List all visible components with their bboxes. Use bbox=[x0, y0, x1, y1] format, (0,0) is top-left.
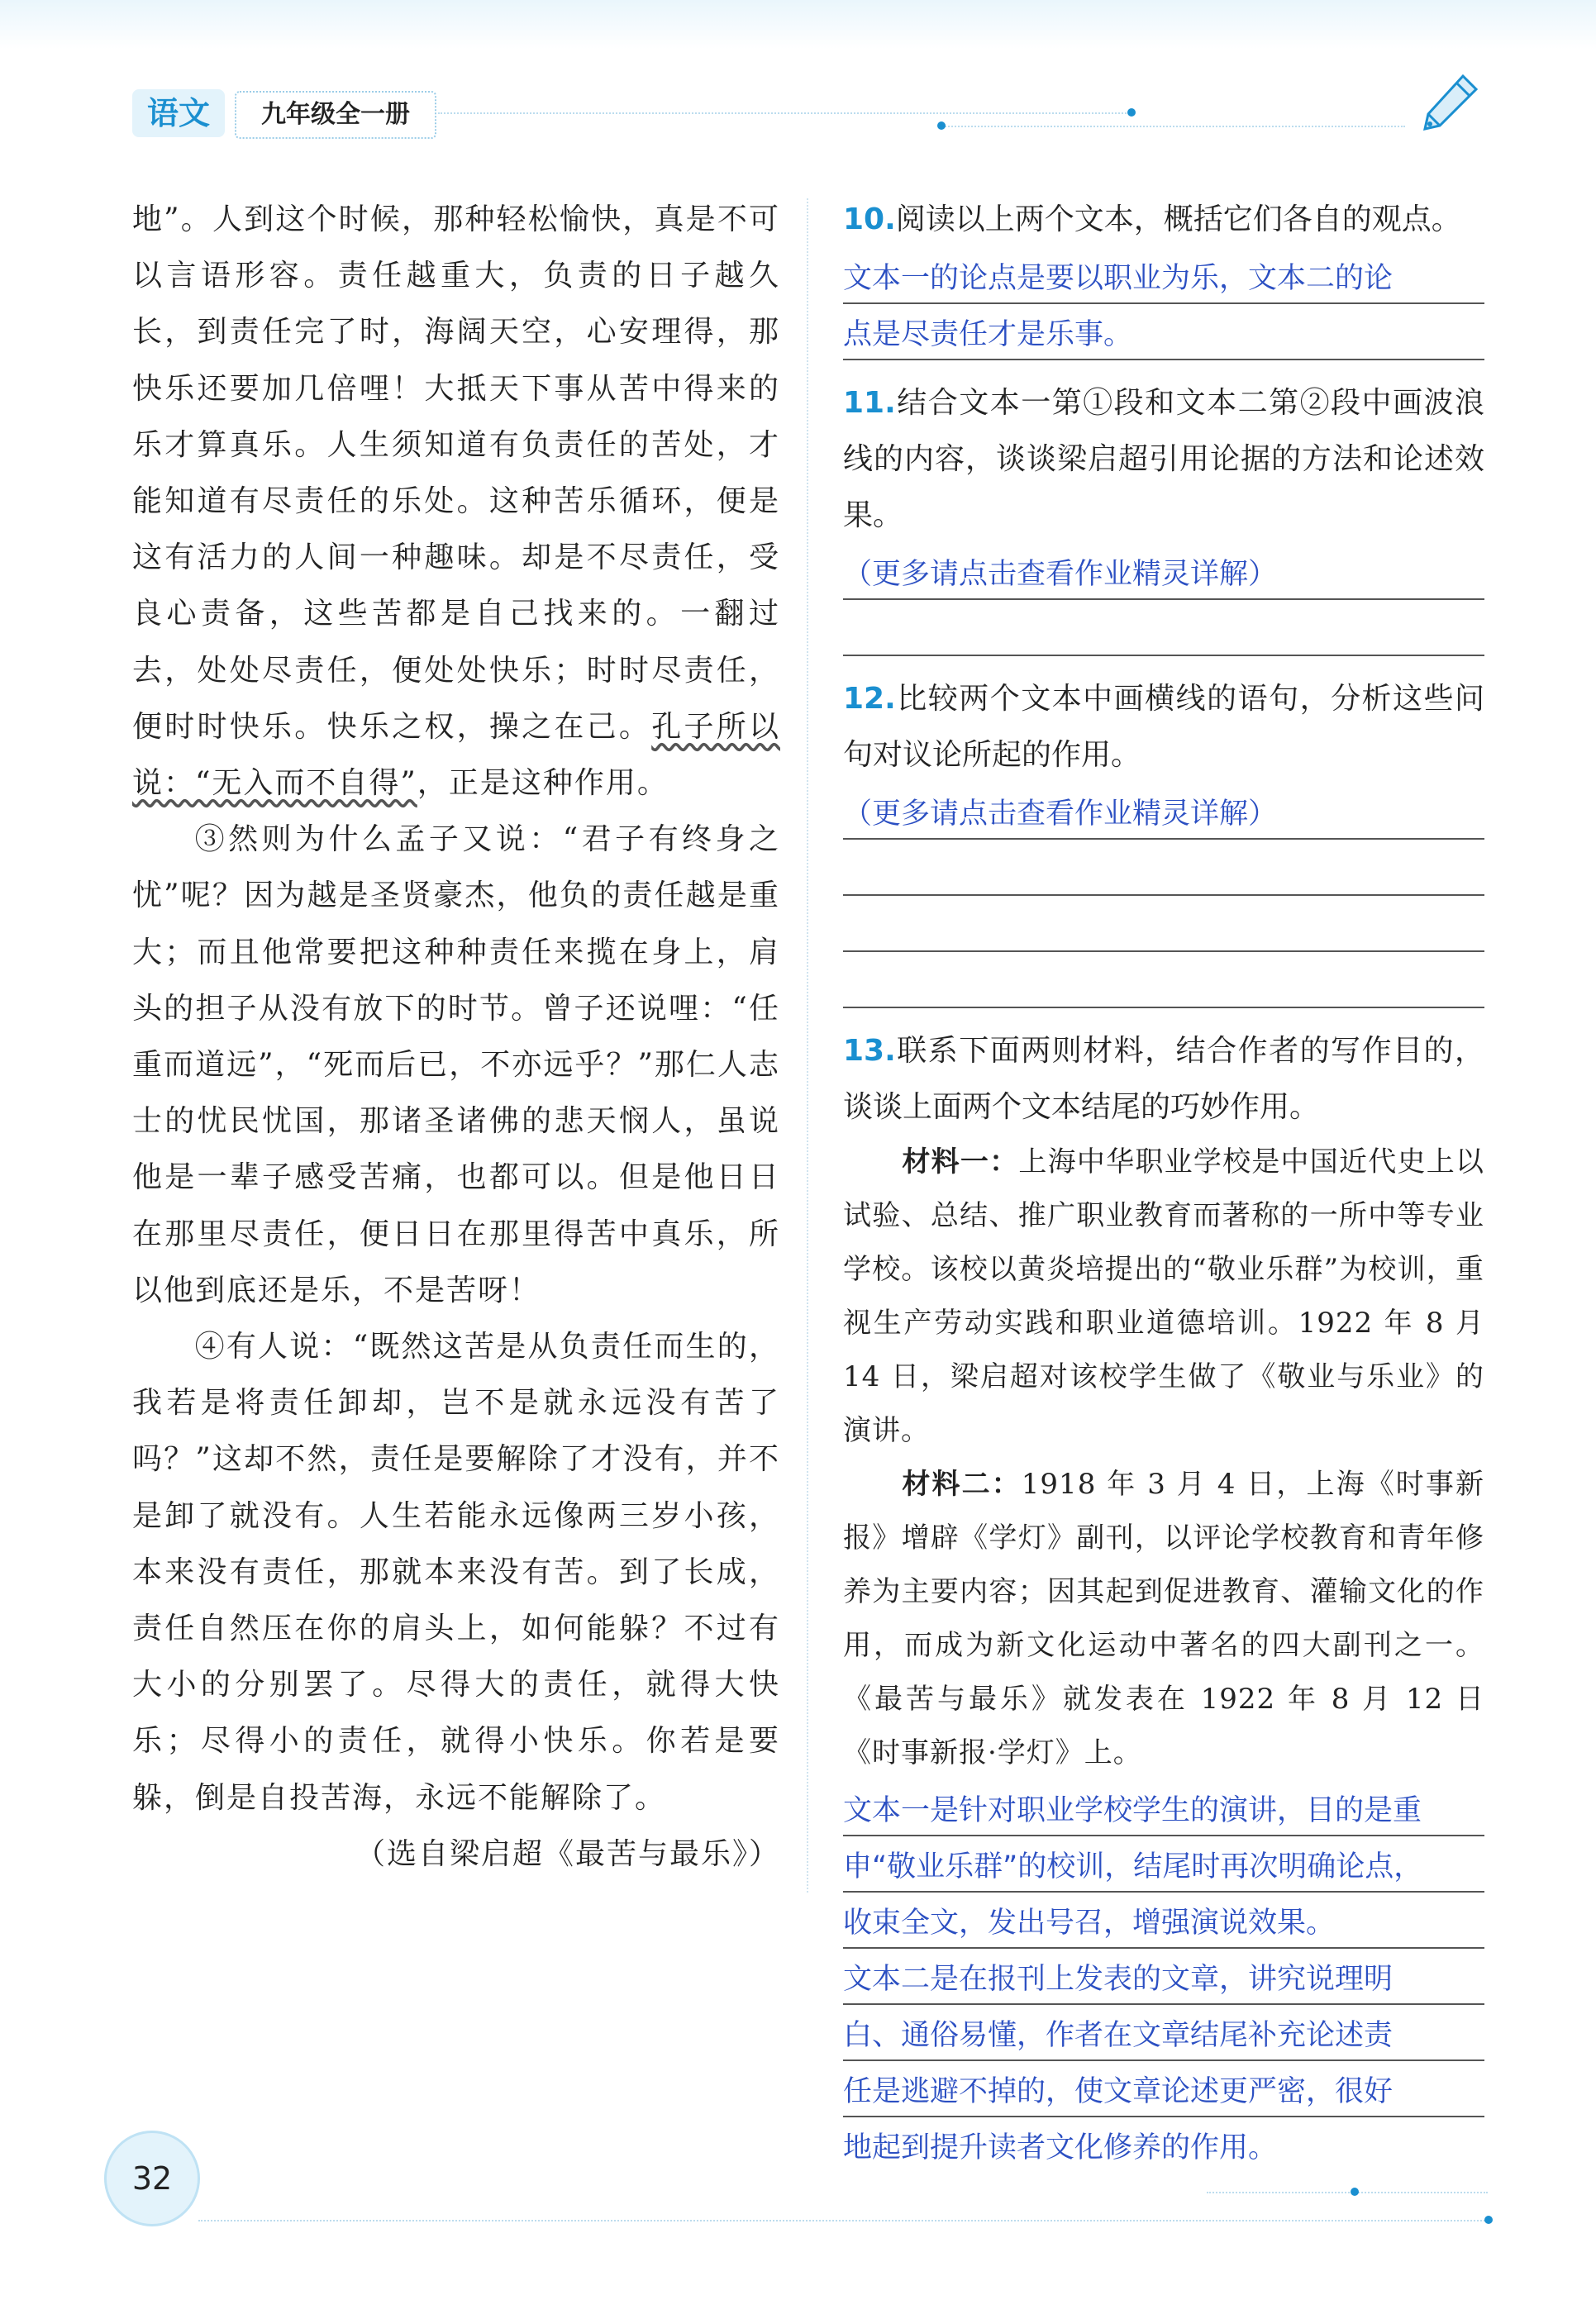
question-number: 11. bbox=[843, 386, 896, 420]
question-number: 13. bbox=[843, 1034, 896, 1068]
passage-source: （选自梁启超《最苦与最乐》） bbox=[355, 1836, 780, 1871]
subject-badge: 语文 bbox=[132, 89, 225, 137]
answer-line: 文本二是在报刊上发表的文章，讲究说理明 bbox=[843, 1949, 1484, 2005]
footer-divider bbox=[198, 2220, 1488, 2221]
page-number: 32 bbox=[104, 2131, 200, 2226]
answer-line bbox=[843, 896, 1484, 952]
answer-line bbox=[843, 840, 1484, 896]
view-solution-link[interactable]: （更多请点击查看作业精灵详解） bbox=[843, 544, 1484, 600]
answer-line: 文本一的论点是要以职业为乐，文本二的论 bbox=[843, 248, 1484, 304]
footer-dot-2 bbox=[1484, 2216, 1493, 2224]
answer-line bbox=[843, 952, 1484, 1008]
question-11 bbox=[843, 375, 1484, 656]
question-12 bbox=[843, 671, 1484, 1008]
answer-line: 点是尽责任才是乐事。 bbox=[843, 304, 1484, 360]
column-divider bbox=[807, 198, 808, 1893]
answer-line: 申“敬业乐群”的校训，结尾时再次明确论点， bbox=[843, 1836, 1484, 1893]
question-text: 阅读以上两个文本，概括它们各自的观点。 bbox=[895, 202, 1461, 236]
passage-paragraph-4: ④有人说：“既然这苦是从负责任而生的，我若是将责任卸却，岂不是就永远没有苦了吗？”这却不然，责任是要解除了才没有，并不是卸了就没有。人生若能永远像两三岁小孩，本来没有责任，那就本来没有苦。到了长成，责任自然压在你的肩头上，如何能躲？不过有大小的分别罢了。尽得大的责任，就得大快乐；尽得小的责任，就得小快乐。你若是要躲，倒是自投苦海，永远不能解除了。 bbox=[132, 1330, 780, 1815]
answer-line bbox=[843, 600, 1484, 656]
header-divider bbox=[438, 112, 1132, 114]
pen-icon bbox=[1415, 71, 1481, 137]
header-dot-2 bbox=[937, 121, 946, 130]
material-one: 材料一：上海中华职业学校是中国近代史上以试验、总结、推广职业教育而著称的一所中等专业学校。该校以黄炎培提出的“敬业乐群”为校训，重视生产劳动实践和职业道德培训。1922 年 8 月 14 日，梁启超对该校学生做了《敬业与乐业》的演讲。 bbox=[843, 1145, 1485, 1447]
passage-paragraph: 地”。人到这个时候，那种轻松愉快，真是不可以言语形容。责任越重大，负责的日子越久长，到责任完了时，海阔天空，心安理得，那快乐还要加几倍哩！大抵天下事从苦中得来的乐才算真乐。人生须知道有负责任的苦处，才能知道有尽责任的乐处。这种苦乐循环，便是这有活力的人间一种趣味。却是不尽责任，受良心责备，这些苦都是自己找来的。一翻过去，处处尽责任，便处处快乐；时时尽责任，便时时快乐。快乐之权，操之在己。孔子所以说：“无入而不自得”，正是这种作用。 bbox=[132, 202, 780, 801]
question-text: 联系下面两则材料，结合作者的写作目的，谈谈上面两个文本结尾的巧妙作用。 bbox=[843, 1034, 1484, 1124]
view-solution-link[interactable]: （更多请点击查看作业精灵详解） bbox=[843, 783, 1484, 840]
footer-dot bbox=[1351, 2188, 1359, 2196]
answer-line: 收束全文，发出号召，增强演说效果。 bbox=[843, 1893, 1484, 1949]
reading-passage bbox=[132, 192, 780, 1883]
questions-column bbox=[843, 192, 1484, 2172]
answer-line: 文本一是针对职业学校学生的演讲，目的是重 bbox=[843, 1780, 1484, 1836]
question-10 bbox=[843, 192, 1484, 360]
material-two: 材料二：1918 年 3 月 4 日，上海《时事新报》增辟《学灯》副刊，以评论学校教育和青年修养为主要内容；因其起到促进教育、灌输文化的作用，而成为新文化运动中著名的四大副刊之一。《最苦与最乐》就发表在 1922 年 8 月 12 日《时事新报·学灯》上。 bbox=[843, 1468, 1484, 1769]
answer-line: 地起到提升读者文化修养的作用。 bbox=[843, 2131, 1278, 2164]
passage-paragraph-3: ③然则为什么孟子又说：“君子有终身之忧”呢？因为越是圣贤豪杰，他负的责任越是重大；而且他常要把这种种责任来揽在身上，肩头的担子从没有放下的时节。曾子还说哩：“任重而道远”，“死而后已，不亦远乎？”那仁人志士的忧民忧国，那诸圣诸佛的悲天悯人，虽说他是一辈子感受苦痛，也都可以。但是他日日在那里尽责任，便日日在那里得苦中真乐，所以他到底还是乐，不是苦呀！ bbox=[132, 822, 780, 1307]
question-text: 比较两个文本中画横线的语句，分析这些问句对议论所起的作用。 bbox=[843, 682, 1484, 772]
question-text: 结合文本一第①段和文本二第②段中画波浪线的内容，谈谈梁启超引用论据的方法和论述效果。 bbox=[843, 386, 1484, 532]
question-number: 10. bbox=[843, 202, 896, 236]
question-13 bbox=[843, 1023, 1484, 2172]
header-dot bbox=[1127, 108, 1136, 117]
answer-line: 任是逃避不掉的，使文章论述更严密，很好 bbox=[843, 2061, 1484, 2117]
wavy-underlined-quote: 孔子所以说：“无入而不自得” bbox=[132, 709, 780, 801]
top-band bbox=[0, 0, 1596, 50]
answer-line: 白、通俗易懂，作者在文章结尾补充论述责 bbox=[843, 2005, 1484, 2061]
grade-label: 九年级全一册 bbox=[235, 91, 436, 139]
question-number: 12. bbox=[843, 682, 896, 716]
footer-divider-2 bbox=[1207, 2192, 1488, 2193]
header-divider-2 bbox=[942, 126, 1405, 127]
